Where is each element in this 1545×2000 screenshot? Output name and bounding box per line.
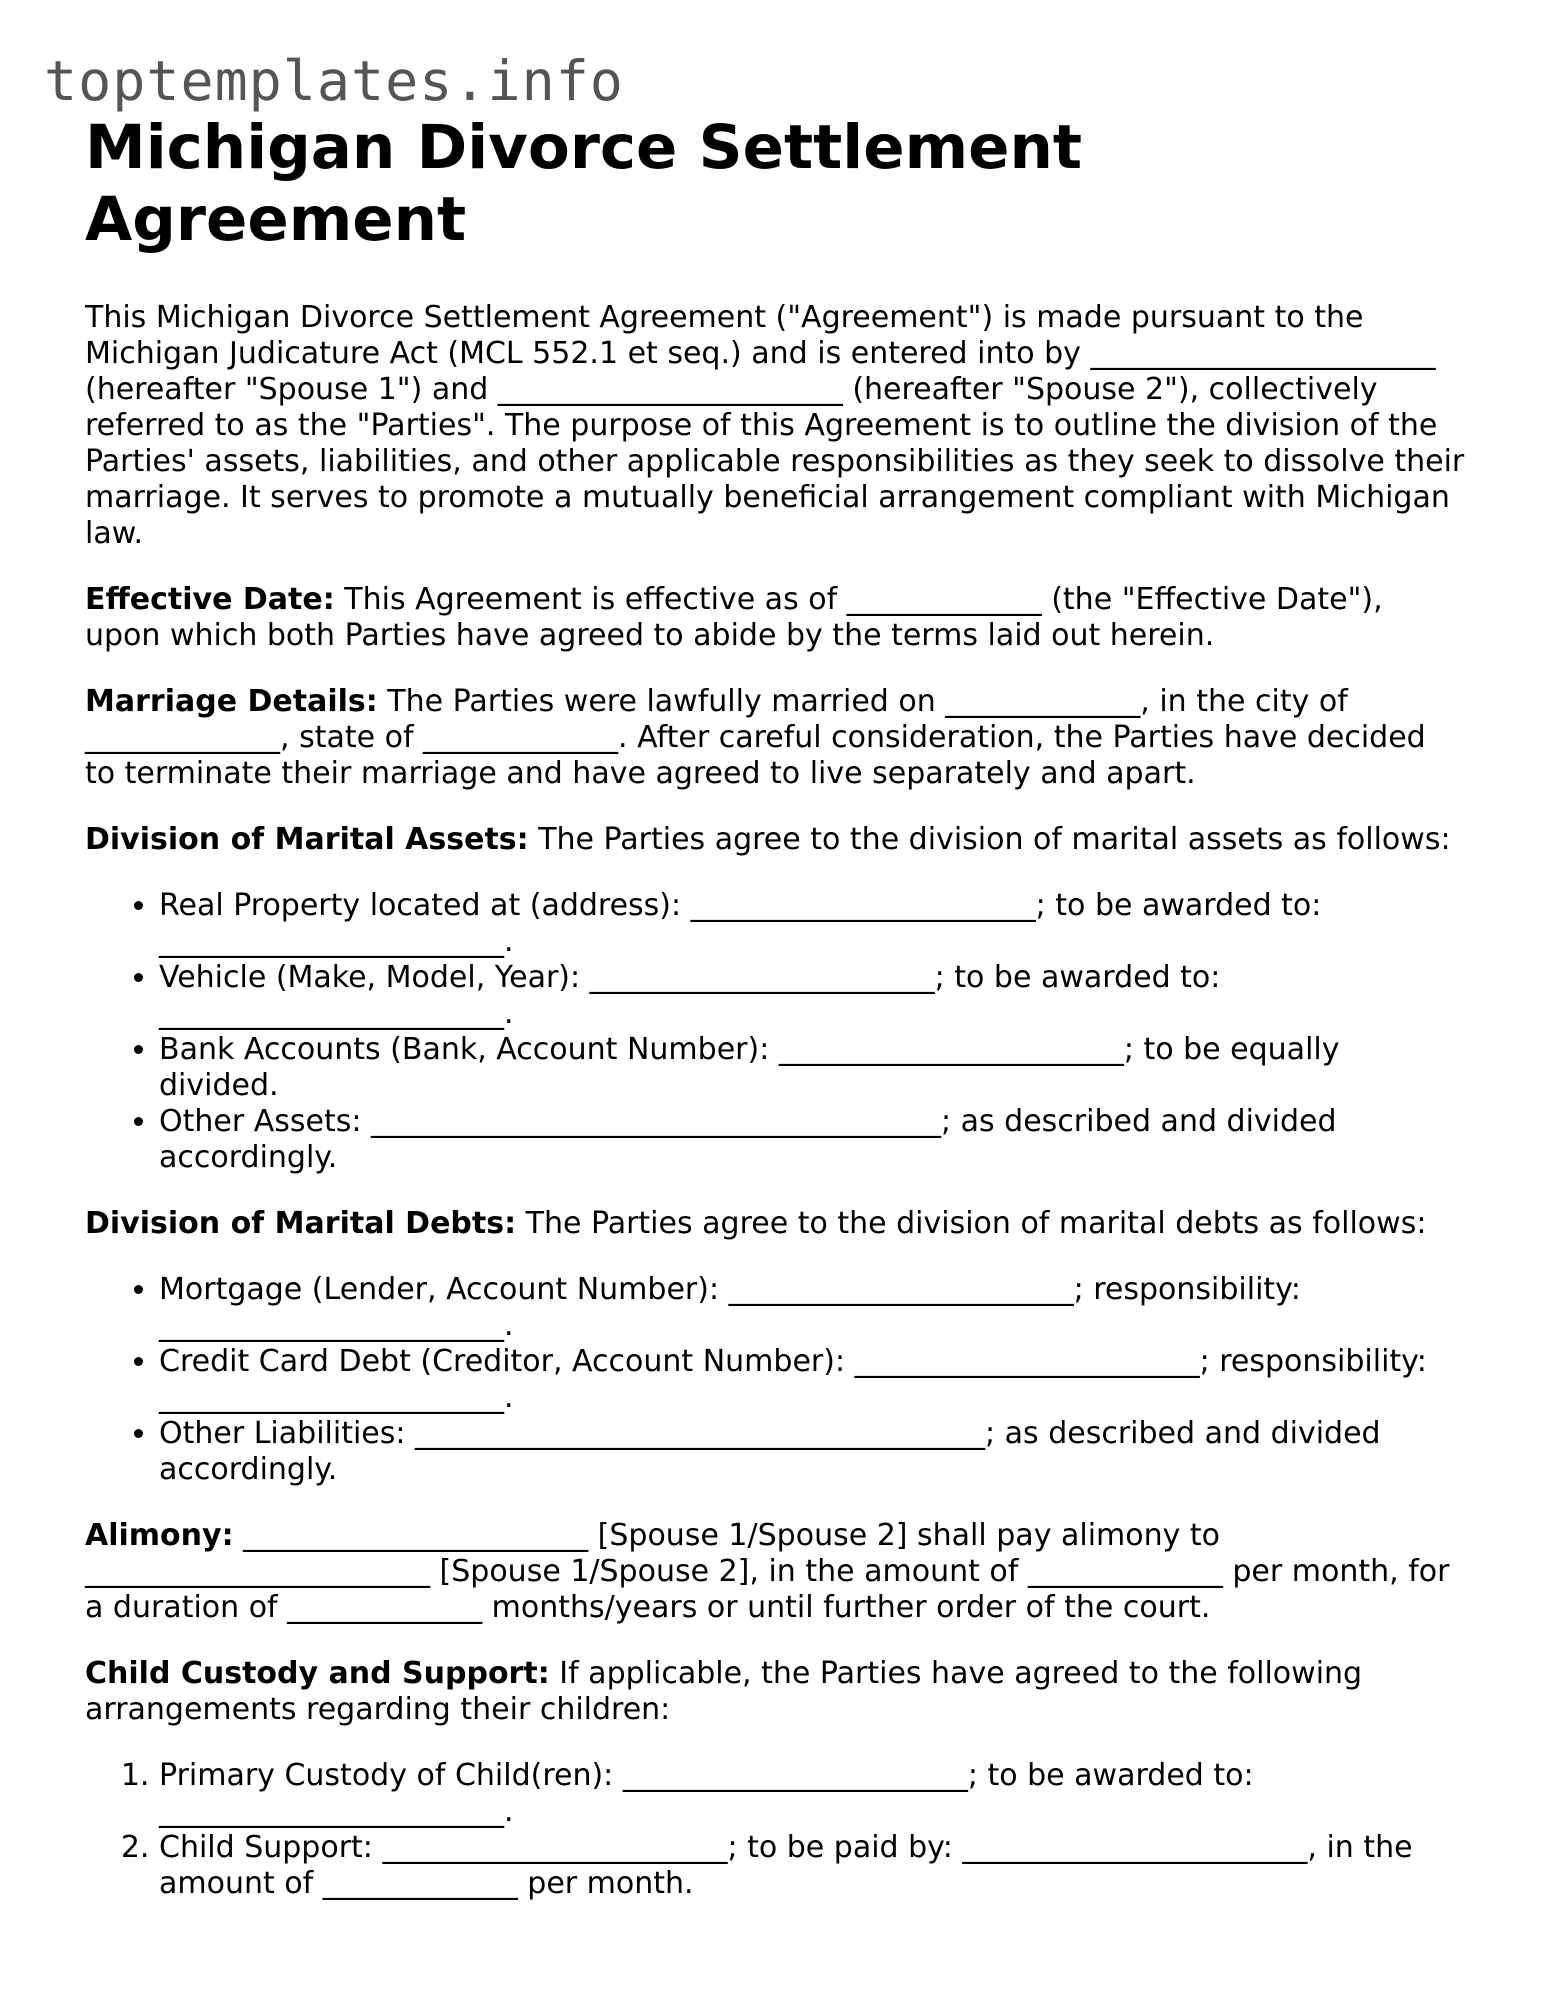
watermark: toptemplates.info	[44, 49, 624, 113]
document-title: Michigan Divorce Settlement Agreement	[85, 112, 1083, 255]
alimony-label: Alimony:	[85, 1518, 234, 1553]
list-item: 1. Primary Custody of Child(ren): _______________________; to be awarded to: _______________________.	[159, 1758, 1465, 1830]
list-item: • Bank Accounts (Bank, Account Number): _______________________; to be equally divided.	[159, 1032, 1465, 1104]
list-item: • Credit Card Debt (Creditor, Account Number): _______________________; responsibility: _______________________.	[159, 1344, 1465, 1416]
list-item: 2. Child Support: _______________________; to be paid by: _______________________, in the amount of _____________ per month.	[159, 1830, 1465, 1902]
custody-list	[85, 1758, 1465, 1902]
list-item: • Other Assets: ______________________________________; as described and divided accordingly.	[159, 1104, 1465, 1176]
marriage-details-text: The Parties were lawfully married on _____________, in the city of _____________, state of _____________. After careful consideration, the Parties have decided to terminate their marriage and have agreed to live separately and apart.	[85, 684, 1426, 791]
alimony-text: _______________________ [Spouse 1/Spouse 2] shall pay alimony to _______________________ [Spouse 1/Spouse 2], in the amount of _____________ per month, for a duration of _____________ months/years or until further order of the court.	[85, 1518, 1450, 1625]
debts-label: Division of Marital Debts:	[85, 1206, 517, 1241]
list-item: • Other Liabilities: ______________________________________; as described and divided accordingly.	[159, 1416, 1465, 1488]
list-item: • Real Property located at (address): _______________________; to be awarded to: _______________________.	[159, 888, 1465, 960]
effective-date-section	[85, 582, 1465, 654]
assets-label: Division of Marital Assets:	[85, 822, 529, 857]
list-item: • Vehicle (Make, Model, Year): _______________________; to be awarded to: _______________________.	[159, 960, 1465, 1032]
list-item: • Mortgage (Lender, Account Number): _______________________; responsibility: _______________________.	[159, 1272, 1465, 1344]
assets-list	[85, 888, 1465, 1176]
effective-date-label: Effective Date:	[85, 582, 335, 617]
custody-label: Child Custody and Support:	[85, 1656, 550, 1691]
effective-date-text: This Agreement is effective as of _____________ (the "Effective Date"), upon which both Parties have agreed to abide by the terms laid out herein.	[85, 582, 1383, 653]
debts-text: The Parties agree to the division of marital debts as follows:	[516, 1206, 1427, 1241]
document-body	[85, 112, 1465, 1902]
alimony-section	[85, 1518, 1465, 1626]
intro-paragraph: This Michigan Divorce Settlement Agreement ("Agreement") is made pursuant to the Michigan Judicature Act (MCL 552.1 et seq.) and is entered into by _______________________ (hereafter "Spouse 1") and _______________________ (hereafter "Spouse 2"), collectively referred to as the "Parties". The purpose of this Agreement is to outline the division of the Parties' assets, liabilities, and other applicable responsibilities as they seek to dissolve their marriage. It serves to promote a mutually beneficial arrangement compliant with Michigan law.	[85, 300, 1465, 551]
debts-list	[85, 1272, 1465, 1488]
marriage-details-section	[85, 684, 1465, 792]
assets-text: The Parties agree to the division of marital assets as follows:	[528, 822, 1451, 857]
marriage-details-label: Marriage Details:	[85, 684, 378, 719]
debts-section	[85, 1206, 1465, 1242]
custody-section	[85, 1656, 1465, 1728]
custody-text: If applicable, the Parties have agreed to the following arrangements regarding their children:	[85, 1656, 1363, 1727]
assets-section	[85, 822, 1465, 858]
